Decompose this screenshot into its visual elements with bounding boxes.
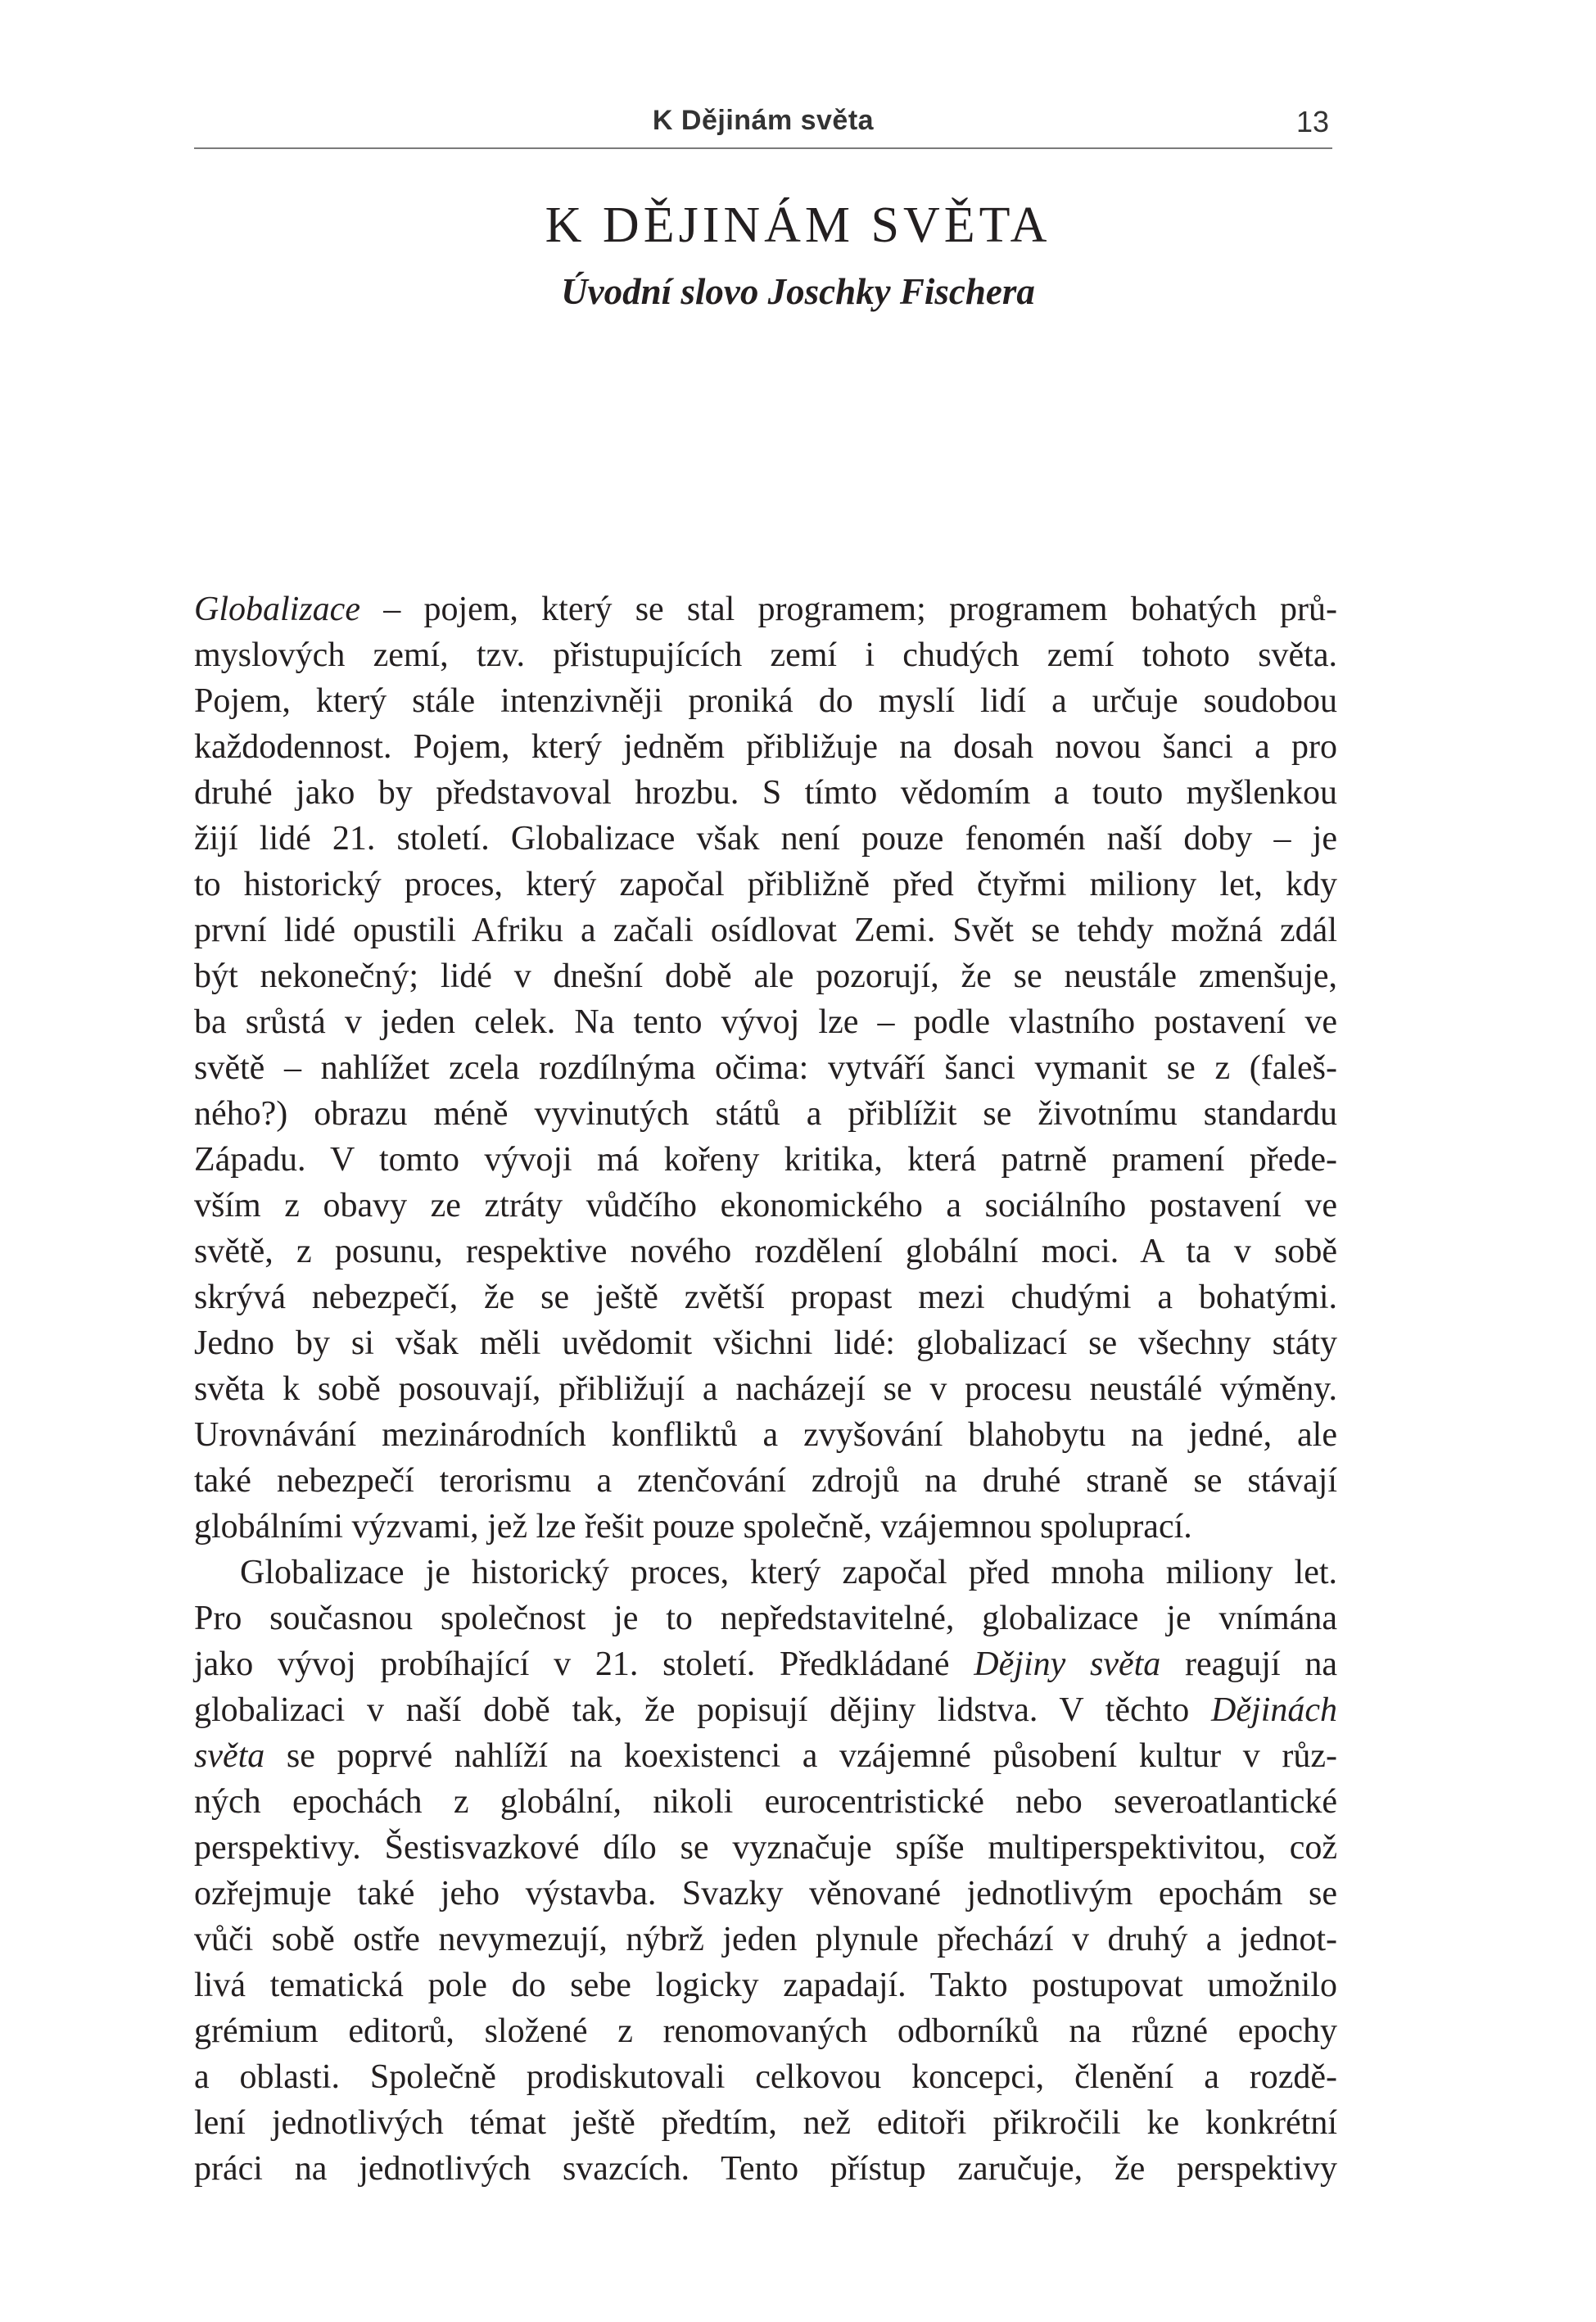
page-number: 13: [1295, 105, 1329, 138]
body-text: [194, 586, 1337, 2192]
running-header: [194, 105, 1332, 149]
text-line: to historický proces, který započal přibližně před čtyřmi miliony let, kdy: [194, 866, 1337, 903]
text-line: ozřejmuje také jeho výstavba. Svazky věnované jednotlivým epochám se: [194, 1875, 1337, 1912]
emphasis-term: Globalizace: [194, 591, 360, 628]
text-line: perspektivy. Šestisvazkové dílo se vyznačuje spíše multiperspektivitou, což: [194, 1829, 1337, 1867]
text-line: práci na jednotlivých svazcích. Tento přístup zaručuje, že perspektivy: [194, 2150, 1337, 2188]
text-line: Globalizace je historický proces, který započal před mnoha miliony let.: [240, 1554, 1337, 1591]
emphasis-title: Dějinách: [1211, 1691, 1337, 1729]
text-line: grémium editorů, složené z renomovaných odborníků na různé epochy: [194, 2012, 1337, 2050]
text-line: livá tematická pole do sebe logicky zapadají. Takto postupovat umožnilo: [194, 1967, 1337, 2004]
text-line: ného?) obrazu méně vyvinutých států a přiblížit se životnímu standardu: [194, 1095, 1337, 1133]
text-line: vůči sobě ostře nevymezují, nýbrž jeden plynule přechází v druhý a jednot-: [194, 1921, 1337, 1958]
text-line: světa se poprvé nahlíží na koexistenci a vzájemné působení kultur v růz-: [194, 1737, 1337, 1775]
text-line: Západu. V tomto vývoji má kořeny kritika, která patrně pramení přede-: [194, 1141, 1337, 1179]
text-line: Pojem, který stále intenzivněji proniká do myslí lidí a určuje soudobou: [194, 682, 1337, 720]
text-line: první lidé opustili Afriku a začali osídlovat Zemi. Svět se tehdy možná zdál: [194, 912, 1337, 949]
text-line: světě, z posunu, respektive nového rozdělení globální moci. A ta v sobě: [194, 1233, 1337, 1270]
text-line: Urovnávání mezinárodních konfliktů a zvyšování blahobytu na jedné, ale: [194, 1416, 1337, 1454]
emphasis-title: světa: [194, 1737, 265, 1775]
chapter-subtitle: Úvodní slovo Joschky Fischera: [561, 271, 1035, 312]
emphasis-title: Dějiny světa: [974, 1645, 1161, 1683]
text-line: globalizaci v naší době tak, že popisují dějiny lidstva. V těchto Dějinách: [194, 1691, 1337, 1729]
text-line: ba srůstá v jeden celek. Na tento vývoj lze – podle vlastního postavení ve: [194, 1003, 1337, 1041]
text-line: ných epochách z globální, nikoli eurocentristické nebo severoatlantické: [194, 1783, 1337, 1821]
text-line: Globalizace – pojem, který se stal programem; programem bohatých prů-: [194, 591, 1337, 628]
text-line: být nekonečný; lidé v dnešní době ale pozorují, že se neustále zmenšuje,: [194, 957, 1337, 995]
text-line: vším z obavy ze ztráty vůdčího ekonomického a sociálního postavení ve: [194, 1187, 1337, 1224]
text-line: druhé jako by představoval hrozbu. S tímto vědomím a touto myšlenkou: [194, 774, 1337, 812]
paragraph-1: [194, 586, 1337, 1550]
text-line: skrývá nebezpečí, že se ještě zvětší propast mezi chudými a bohatými.: [194, 1279, 1337, 1316]
text-line: také nebezpečí terorismu a ztenčování zdrojů na druhé straně se stávají: [194, 1462, 1337, 1500]
running-title: K Dějinám světa: [652, 105, 875, 136]
text-line: a oblasti. Společně prodiskutovali celkovou koncepci, členění a rozdě-: [194, 2058, 1337, 2096]
text-line: myslových zemí, tzv. přistupujících zemí i chudých zemí tohoto světa.: [194, 636, 1337, 674]
text-line: každodennost. Pojem, který jedněm přibližuje na dosah novou šanci a pro: [194, 728, 1337, 766]
text-line: světa k sobě posouvají, přibližují a nacházejí se v procesu neustálé výměny.: [194, 1370, 1337, 1408]
text-line: Jedno by si však měli uvědomit všichni lidé: globalizací se všechny státy: [194, 1324, 1337, 1362]
text-line: žijí lidé 21. století. Globalizace však není pouze fenomén naší doby – je: [194, 820, 1337, 858]
text-line: lení jednotlivých témat ještě předtím, než editoři přikročili ke konkrétní: [194, 2104, 1337, 2142]
chapter-title: K DĚJINÁM SVĚTA: [545, 197, 1051, 253]
text-line: světě – nahlížet zcela rozdílnýma očima: vytváří šanci vymanit se z (faleš-: [194, 1049, 1337, 1087]
text-line: jako vývoj probíhající v 21. století. Předkládané Dějiny světa reagují na: [194, 1645, 1337, 1683]
paragraph-2: [194, 1550, 1337, 2192]
text-line: globálními výzvami, jež lze řešit pouze společně, vzájemnou spoluprací.: [194, 1508, 1192, 1546]
text-line: Pro současnou společnost je to nepředstavitelné, globalizace je vnímána: [194, 1600, 1337, 1637]
